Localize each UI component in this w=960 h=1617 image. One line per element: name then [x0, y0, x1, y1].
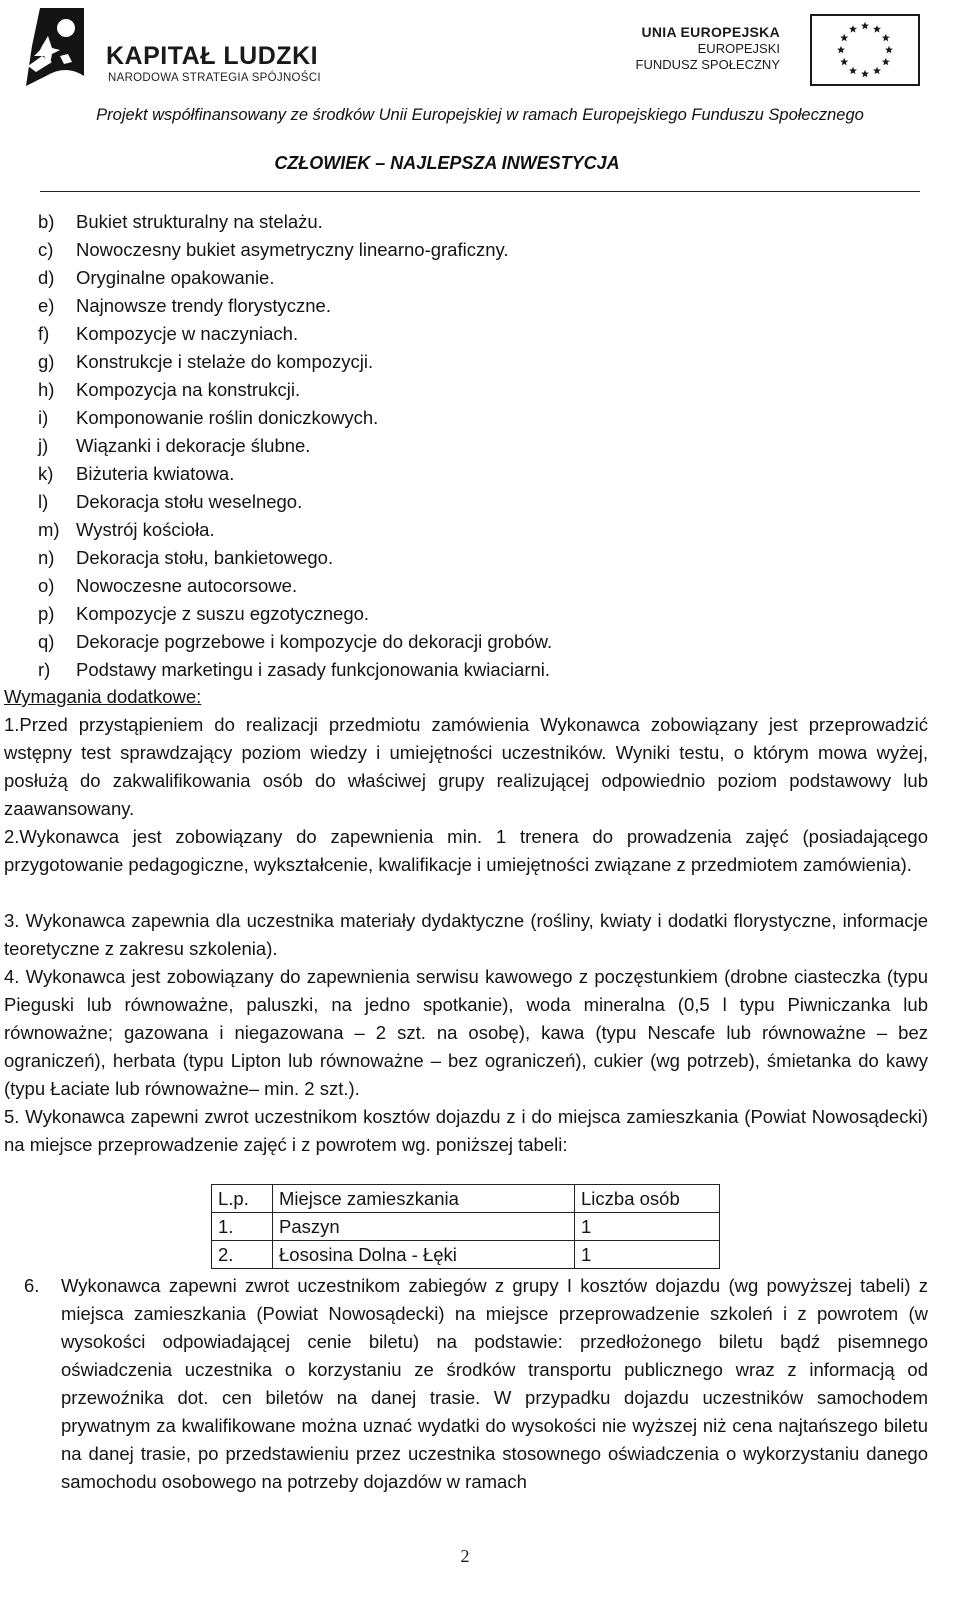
requirement-4: 4. Wykonawca jest zobowiązany do zapewnienia serwisu kawowego z poczęstunkiem (drobne ciasteczka (typu Pieguski lub równoważne, paluszki, na jedno spotkanie), woda mineralna (0,5 l typu Piwniczanka lub równoważne; gazowana i niegazowana – 2 szt. na osobę), kawa (typu Nescafe lub równoważne – bez ograniczeń), herbata (typu Lipton lub równoważne – bez ograniczeń), cukier (wg potrzeb), śmietanka do kawy (typu Łaciate lub równoważne– min. 2 szt.). [4, 966, 928, 1099]
list-item [38, 488, 552, 516]
eu-flag-icon [810, 14, 920, 86]
list-item [38, 432, 552, 460]
list-item [38, 516, 552, 544]
list-item-text: Bukiet strukturalny na stelażu. [76, 211, 323, 232]
table-cell: Paszyn [273, 1213, 575, 1241]
list-item-marker: q) [38, 631, 55, 652]
requirement-1: 1.Przed przystąpieniem do realizacji przedmiotu zamówienia Wykonawca zobowiązany jest przeprowadzić wstępny test sprawdzający poziom wiedzy i umiejętności uczestników. Wyniki testu, o którym mowa wyżej, posłużą do zakwalifikowania osób do właściwej grupy realizującej odpowiednio poziom podstawowy lub zaawansowany. [4, 714, 928, 819]
list-item-text: Nowoczesny bukiet asymetryczny linearno-graficzny. [76, 239, 509, 260]
list-item [38, 600, 552, 628]
list-item-text: Biżuteria kwiatowa. [76, 463, 235, 484]
table-header-cell: L.p. [212, 1185, 273, 1213]
list-item-text: Kompozycja na konstrukcji. [76, 379, 301, 400]
kapital-ludzki-logo [22, 6, 402, 90]
list-item [38, 236, 552, 264]
requirement-6-number: 6. [24, 1275, 40, 1296]
eu-logo-line-2: EUROPEJSKI [697, 41, 780, 56]
page-number: 2 [460, 1546, 470, 1566]
eu-logo-line-1: UNIA EUROPEJSKA [641, 24, 780, 40]
list-item [38, 348, 552, 376]
list-item-marker: d) [38, 267, 55, 288]
requirement-5: 5. Wykonawca zapewni zwrot uczestnikom kosztów dojazdu z i do miejsca zamieszkania (Powiat Nowosądecki) na miejsce przeprowadzenie zajęć i z powrotem wg. poniższej tabeli: [4, 1106, 928, 1155]
header-divider [40, 191, 920, 192]
list-item-text: Wiązanki i dekoracje ślubne. [76, 435, 311, 456]
list-item-text: Kompozycje w naczyniach. [76, 323, 299, 344]
list-item-text: Wystrój kościoła. [76, 519, 215, 540]
table-header-cell: Liczba osób [575, 1185, 720, 1213]
requirement-2: 2.Wykonawca jest zobowiązany do zapewnienia min. 1 trenera do prowadzenia zajęć (posiadającego przygotowanie pedagogiczne, wykształcenie, kwalifikacje i umiejętności związane z przedmiotem zamówienia). [4, 826, 928, 875]
table-cell: 2. [212, 1241, 273, 1269]
requirement-6 [24, 1272, 928, 1496]
list-item [38, 376, 552, 404]
list-item-text: Dekoracja stołu weselnego. [76, 491, 303, 512]
list-item-text: Dekoracje pogrzebowe i kompozycje do dekoracji grobów. [76, 631, 553, 652]
list-item-marker: l) [38, 491, 49, 512]
list-item-text: Nowoczesne autocorsowe. [76, 575, 298, 596]
list-item [38, 208, 552, 236]
list-item [38, 404, 552, 432]
kapital-ludzki-subtitle: NARODOWA STRATEGIA SPÓJNOŚCI [108, 72, 321, 84]
table-row [212, 1241, 720, 1269]
list-item [38, 264, 552, 292]
kapital-ludzki-emblem-icon [22, 6, 88, 88]
cofinancing-statement: Projekt współfinansowany ze środków Unii Europejskiej w ramach Europejskiego Funduszu Społecznego [96, 106, 864, 124]
list-item-marker: n) [38, 547, 55, 568]
table-cell: 1 [575, 1213, 720, 1241]
list-item-text: Podstawy marketingu i zasady funkcjonowania kwiaciarni. [76, 659, 551, 680]
list-item-marker: m) [38, 519, 60, 540]
list-item-marker: c) [38, 239, 54, 260]
table-row [212, 1213, 720, 1241]
list-item-marker: b) [38, 211, 55, 232]
eu-logo [620, 14, 920, 90]
table-cell: 1. [212, 1213, 273, 1241]
list-item-marker: e) [38, 295, 55, 316]
list-item [38, 292, 552, 320]
list-item-marker: g) [38, 351, 55, 372]
table-cell: Łososina Dolna - Łęki [273, 1241, 575, 1269]
list-item [38, 572, 552, 600]
topic-list [38, 208, 552, 684]
list-item-text: Kompozycje z suszu egzotycznego. [76, 603, 370, 624]
list-item-marker: r) [38, 659, 51, 680]
table-cell: 1 [575, 1241, 720, 1269]
list-item [38, 460, 552, 488]
list-item-marker: f) [38, 323, 50, 344]
list-item-text: Konstrukcje i stelaże do kompozycji. [76, 351, 374, 372]
list-item-marker: k) [38, 463, 54, 484]
table-header-cell: Miejsce zamieszkania [273, 1185, 575, 1213]
list-item [38, 628, 552, 656]
list-item [38, 656, 552, 684]
requirement-6-text: Wykonawca zapewni zwrot uczestnikom zabiegów z grupy I kosztów dojazdu (wg powyższej tabeli) z miejsca zamieszkania (Powiat Nowosądecki) na miejsce przeprowadzenie szkoleń i z powrotem (w wysokości odpowiadającej cenie biletu) na podstawie: przedłożonego biletu bądź pisemnego oświadczenia uczestnika o korzystaniu ze środków transportu publicznego wraz z informacją od przewoźnika dot. cen biletów na danej trasie. W przypadku dojazdu uczestników samochodem prywatnym za kwalifikowane można uznać wydatki do wysokości nie wyższej niż cena najtańszego biletu na danej trasie, po przedstawieniu przez uczestnika stosownego oświadczenia o wykorzystaniu danego samochodu osobowego na potrzeby dojazdów w ramach [61, 1275, 928, 1492]
list-item [38, 320, 552, 348]
kapital-ludzki-title: KAPITAŁ LUDZKI [106, 42, 319, 70]
list-item-marker: h) [38, 379, 55, 400]
slogan: CZŁOWIEK – NAJLEPSZA INWESTYCJA [274, 153, 620, 173]
eu-logo-line-3: FUNDUSZ SPOŁECZNY [635, 57, 780, 72]
requirements-heading: Wymagania dodatkowe: [4, 686, 202, 707]
list-item-marker: p) [38, 603, 55, 624]
eu-logo-text [636, 24, 780, 73]
list-item-text: Dekoracja stołu, bankietowego. [76, 547, 334, 568]
list-item [38, 544, 552, 572]
table-header-row [212, 1185, 720, 1213]
list-item-marker: i) [38, 407, 49, 428]
requirement-3: 3. Wykonawca zapewnia dla uczestnika materiały dydaktyczne (rośliny, kwiaty i dodatki florystyczne, informacje teoretyczne z zakresu szkolenia). [4, 910, 928, 959]
list-item-marker: o) [38, 575, 55, 596]
travel-table [211, 1184, 720, 1269]
list-item-text: Komponowanie roślin doniczkowych. [76, 407, 379, 428]
list-item-marker: j) [38, 435, 49, 456]
list-item-text: Oryginalne opakowanie. [76, 267, 275, 288]
list-item-text: Najnowsze trendy florystyczne. [76, 295, 331, 316]
